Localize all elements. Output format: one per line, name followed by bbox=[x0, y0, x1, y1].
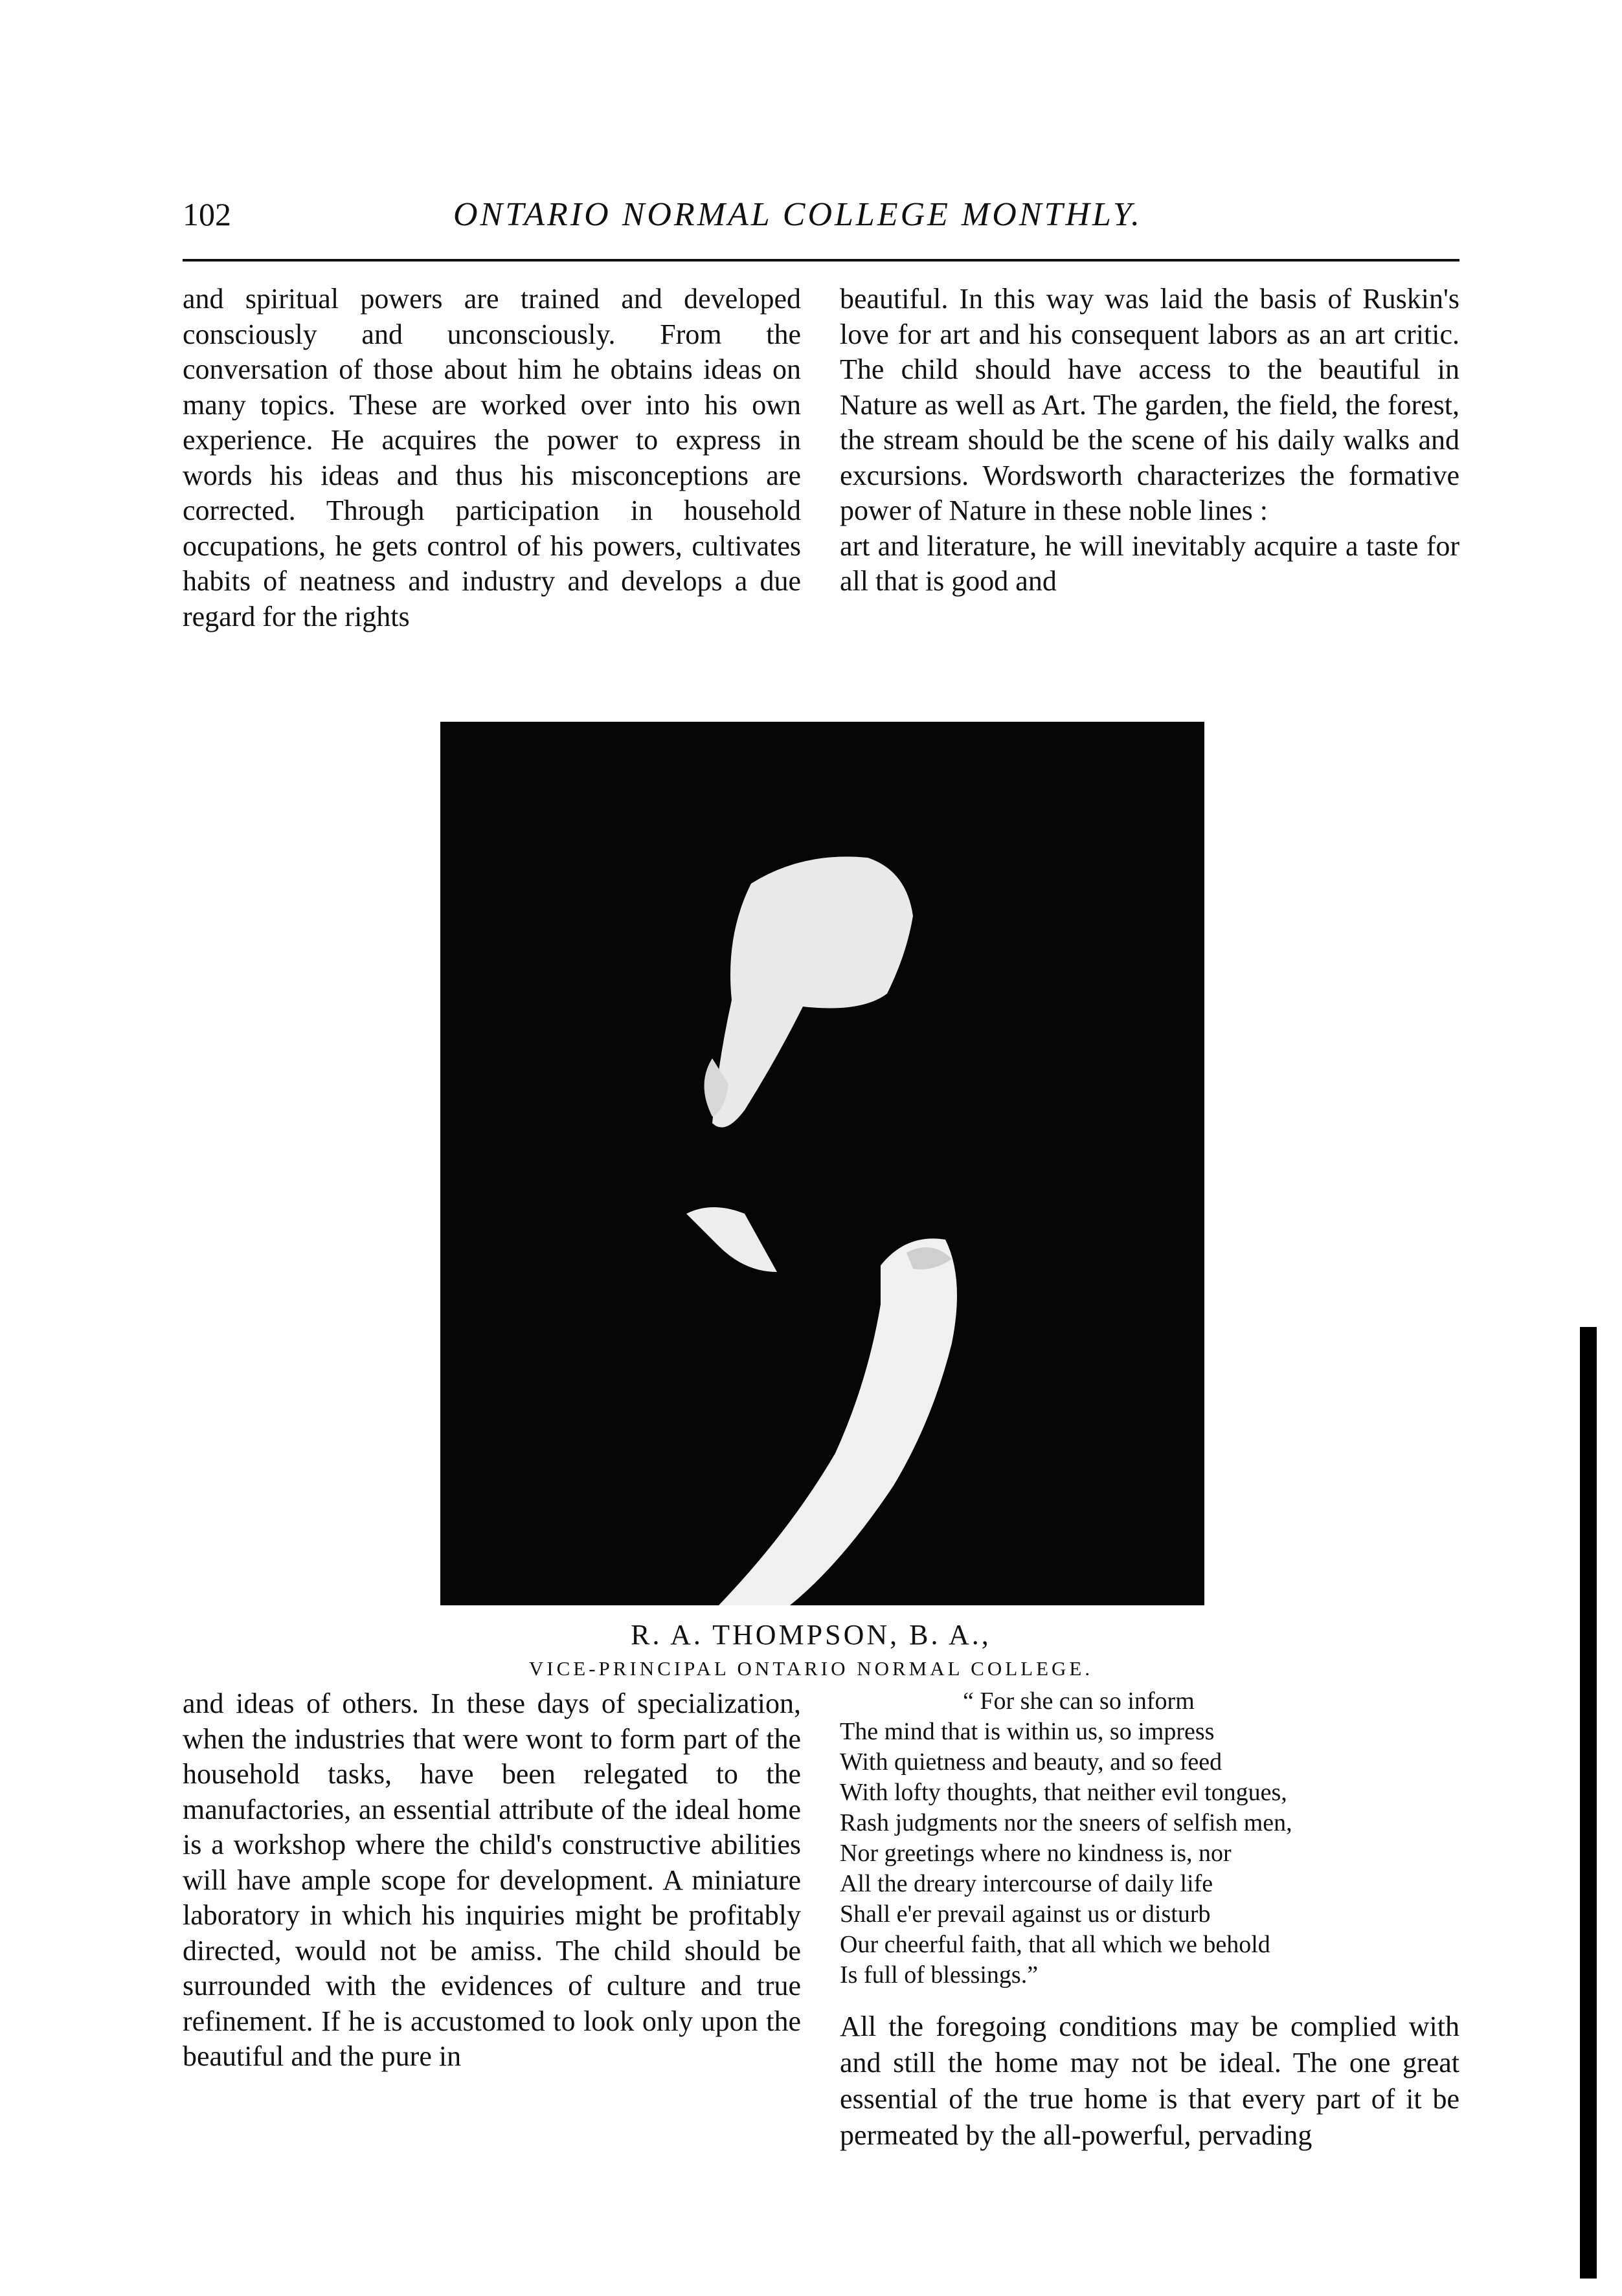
left-column-top bbox=[183, 282, 801, 634]
paragraph: and spiritual powers are trained and developed consciously and unconsciously. From the conversation of those about him he obtains ideas on many topics. These are worked over into his own experience. He acquires the power to express in words his ideas and thus his misconceptions are corrected. Through participation in household occupations, he gets control of his powers, cultivates habits of neatness and industry and develops a due regard for the rights bbox=[183, 283, 801, 632]
paragraph-continuation: art and literature, he will inevitably acquire a taste for all that is good and bbox=[840, 529, 1459, 597]
scan-edge-shadow bbox=[1580, 1327, 1597, 2279]
running-title: ONTARIO NORMAL COLLEGE MONTHLY. bbox=[453, 196, 1142, 233]
poem-quote bbox=[840, 1686, 1459, 1990]
poem-line: Is full of blessings.” bbox=[840, 1961, 1039, 1989]
paragraph: and ideas of others. In these days of specialization, when the industries that were wont to form part of the household tasks, have been relegated to the manufactories, an essential attribute of the ideal home is a workshop where the child's constructive abilities will have ample scope for development. A miniature laboratory in which his inquiries might be profitably directed, would not be amiss. The child should be surrounded with the evidences of culture and true refinement. If he is accustomed to look only upon the beautiful and the pure in bbox=[183, 1688, 801, 2072]
right-column-top bbox=[840, 282, 1459, 599]
right-column-bottom bbox=[840, 1686, 1459, 2154]
portrait-photo bbox=[440, 722, 1204, 1605]
header-rule bbox=[183, 259, 1459, 262]
paragraph: All the foregoing conditions may be complied with and still the home may not be ideal. The one great essential of the true home is that every part of it be permeated by the all-powerful, pervading bbox=[840, 2011, 1459, 2151]
portrait-caption-title: VICE-PRINCIPAL ONTARIO NORMAL COLLEGE. bbox=[528, 1657, 1094, 1680]
poem-line: With quietness and beauty, and so feed bbox=[840, 1748, 1222, 1776]
left-column-bottom bbox=[183, 1686, 801, 2075]
poem-line: Shall e'er prevail against us or disturb bbox=[840, 1900, 1211, 1928]
poem-line: All the dreary intercourse of daily life bbox=[840, 1870, 1213, 1897]
poem-line: The mind that is within us, so impress bbox=[840, 1718, 1215, 1745]
page-number: 102 bbox=[183, 196, 231, 232]
paragraph: beautiful. In this way was laid the basis of Ruskin's love for art and his consequent labors as an art critic. The child should have access to the beautiful in Nature as well as Art. The garden, the field, the forest, the stream should be the scene of his daily walks and excursions. Wordsworth characterizes the formative power of Nature in these noble lines : bbox=[840, 283, 1459, 526]
poem-line: Our cheerful faith, that all which we behold bbox=[840, 1931, 1270, 1958]
portrait-caption-name: R. A. THOMPSON, B. A., bbox=[631, 1619, 991, 1651]
poem-line: Rash judgments nor the sneers of selfish men, bbox=[840, 1809, 1292, 1836]
poem-line: “ For she can so inform bbox=[963, 1688, 1195, 1715]
poem-line: Nor greetings where no kindness is, nor bbox=[840, 1840, 1232, 1867]
poem-line: With lofty thoughts, that neither evil tongues, bbox=[840, 1779, 1287, 1806]
portrait-image bbox=[440, 722, 1204, 1605]
